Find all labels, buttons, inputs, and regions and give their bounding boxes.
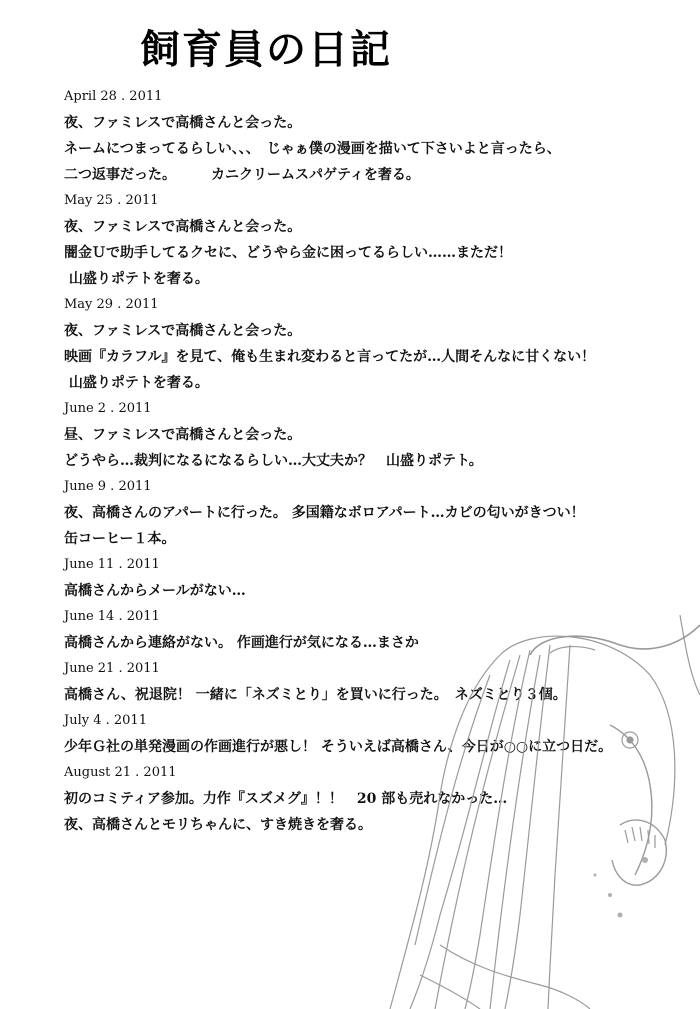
entry-line: 映画『カラフル』を見て、俺も生まれ変わると言ってたが…人間そんなに甘くない！ [64,349,596,365]
entry-line: 初のコミティア参加。力作『スズメグ』！！ 20 部も売れなかった… [64,791,508,807]
entry-line: 夜、ファミレスで高橋さんと会った。 [64,323,302,339]
diary-entry [64,292,684,396]
page-title: 飼育員の日記 [140,26,392,73]
entry-line: 少年Ｇ社の単発漫画の作画進行が悪し！ そういえば高橋さん、今日が○○に立つ日だ。 [64,739,613,755]
diary-entry [64,552,684,604]
entry-line: 山盛りポテトを奢る。 [64,375,209,391]
entry-date: June 14 . 2011 [64,609,160,624]
entry-line: 高橋さん、祝退院！ 一緒に「ネズミとり」を買いに行った。 ネズミとり３個。 [64,687,567,703]
entry-date: May 29 . 2011 [64,297,159,312]
entry-line: 闇金Ｕで助手してるクセに、どうやら金に困ってるらしい……まただ！ [64,245,512,261]
entry-date: August 21 . 2011 [64,765,177,780]
entry-date: May 25 . 2011 [64,193,159,208]
entry-date: June 11 . 2011 [64,557,160,572]
diary-entry [64,188,684,292]
entry-line: 缶コーヒー１本。 [64,531,176,547]
entry-date: April 28 . 2011 [64,89,163,104]
entry-line: 高橋さんから連絡がない。 作画進行が気になる…まさか [64,635,419,651]
entry-line: ネームにつまってるらしい、、、 じゃぁ僕の漫画を描いて下さいよと言ったら、 [64,141,561,157]
manga-illustration [380,615,700,1009]
entry-line: 夜、ファミレスで高橋さんと会った。 [64,219,302,235]
entry-line: 昼、ファミレスで高橋さんと会った。 [64,427,302,443]
entry-line: 夜、ファミレスで高橋さんと会った。 [64,115,302,131]
entry-date: July 4 . 2011 [64,713,147,728]
entry-line: 夜、高橋さんとモリちゃんに、すき焼きを奢る。 [64,817,372,833]
entry-line: 高橋さんからメールがない… [64,583,246,599]
entry-line: どうやら…裁判になるになるらしい…大丈夫か？ 山盛りポテト。 [64,453,483,469]
diary-entry [64,396,684,474]
diary-entry [64,84,684,188]
entry-date: June 9 . 2011 [64,479,152,494]
entry-line: 夜、高橋さんのアパートに行った。 多国籍なボロアパート…カビの匂いがきつい！ [64,505,585,521]
entry-date: June 2 . 2011 [64,401,152,416]
entry-line: 二つ返事だった。 カニクリームスパゲティを奢る。 [64,167,420,183]
entry-line: 山盛りポテトを奢る。 [64,271,209,287]
entry-date: June 21 . 2011 [64,661,160,676]
diary-entry [64,474,684,552]
